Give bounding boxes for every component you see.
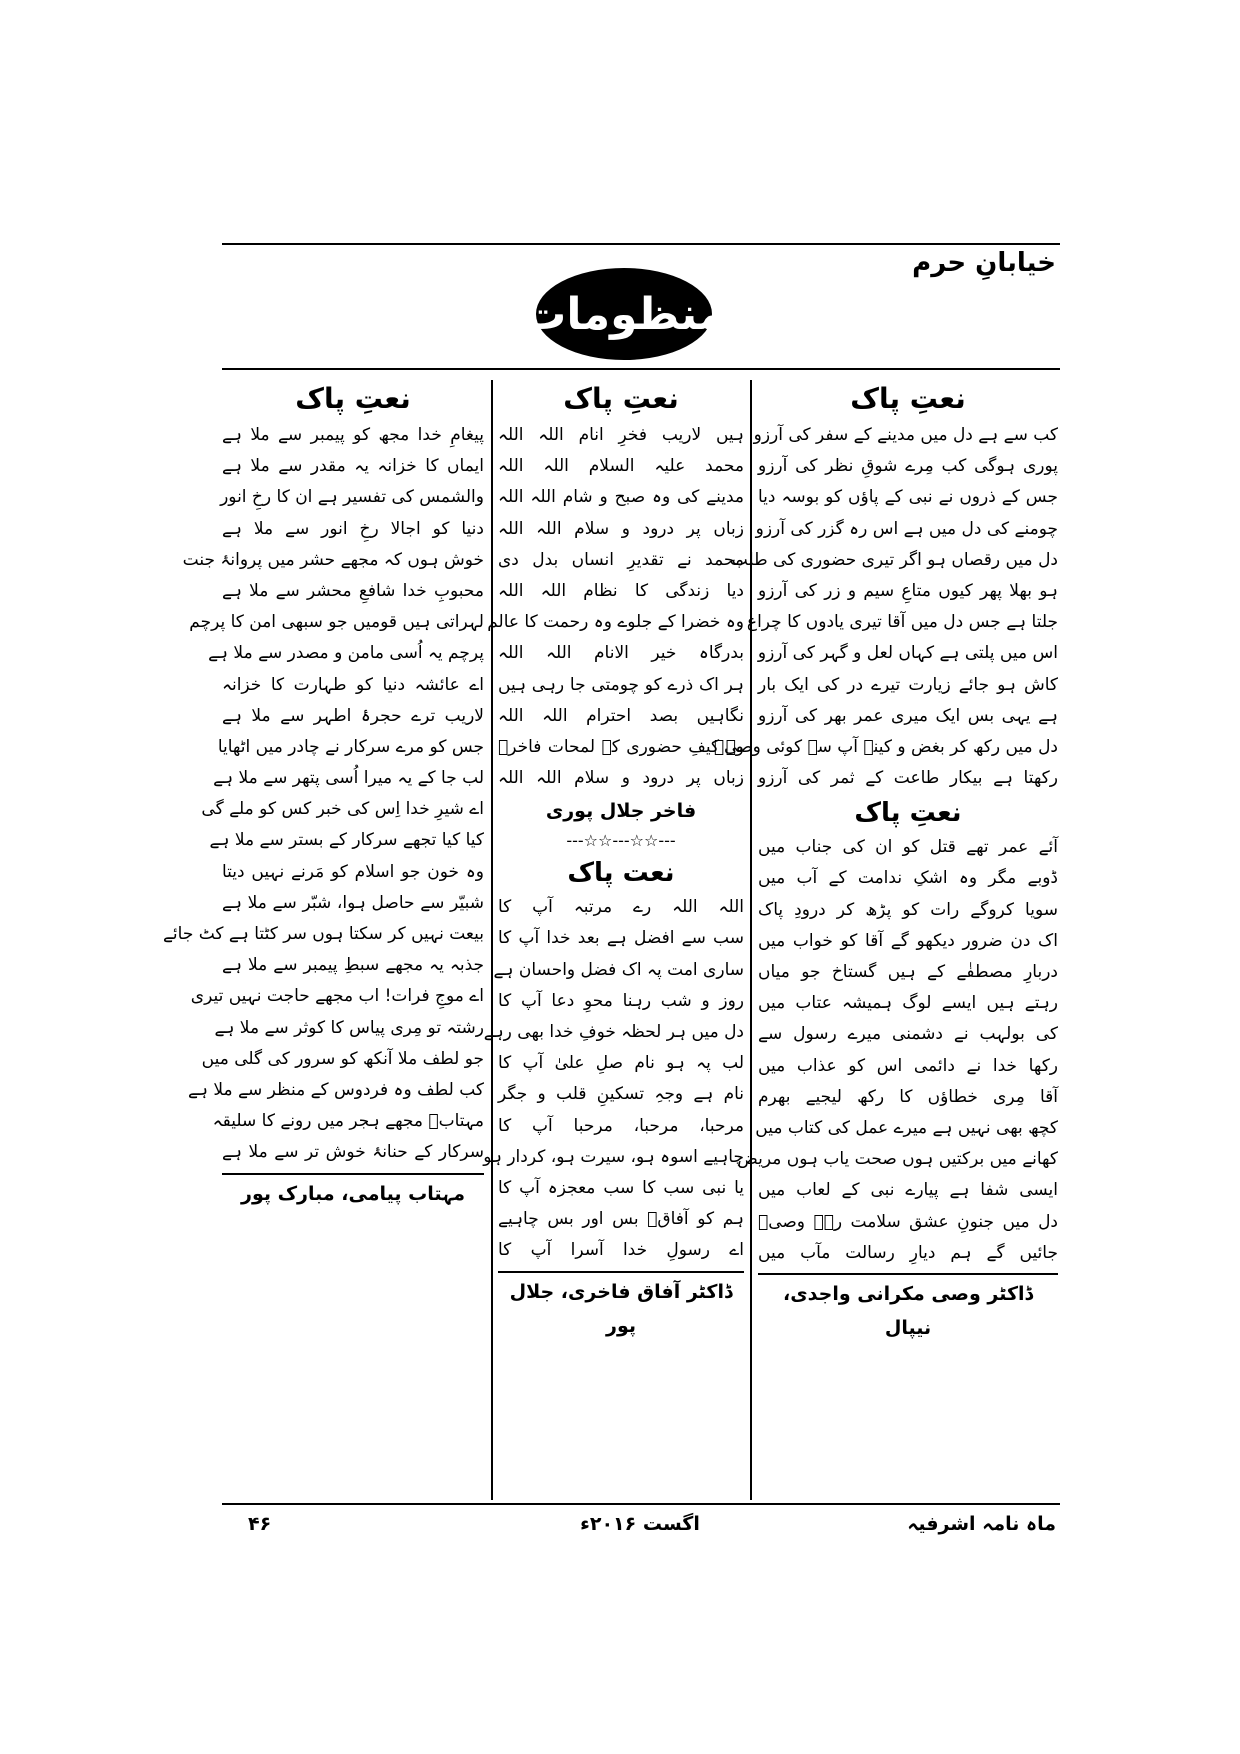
verse-line: کچھ بھی نہیں ہے میرے عمل کی کتاب میں xyxy=(755,1117,1058,1138)
poem-column-left xyxy=(162,378,484,1211)
verse-line: مہتابؔ مجھے ہجر میں رونے کا سلیقہ xyxy=(212,1111,484,1132)
verse-line: محمد علیہ السلام اللہ اللہ xyxy=(498,456,744,477)
verse-line: وہ خضرا کے جلوے وہ رحمت کا عالم xyxy=(487,612,744,633)
verse-line: ہم کو آفاقؔ بس اور بس چاہیے xyxy=(498,1209,744,1230)
footer-rule xyxy=(222,1503,1060,1505)
verse-line: کاش ہو جائے زیارت تیرے در کی ایک بار xyxy=(758,674,1058,695)
verse-line: اے موجِ فرات! اب مجھے حاجت نہیں تیری xyxy=(190,986,484,1007)
verse-line: جذبہ یہ مجھے سبطِ پیمبر سے ملا ہے xyxy=(222,955,484,976)
poem-verses xyxy=(713,420,1058,794)
verse-line: لہراتی ہیں قومیں جو سبھی امن کا پرچم xyxy=(189,612,484,633)
verse-line: چاہیے اسوہ ہو، سیرت ہو، کردار ہو xyxy=(483,1146,744,1167)
verse-line: خوش ہوں کہ مجھے حشر میں پروانۂ جنت xyxy=(182,549,484,570)
verse-line: محمد نے تقدیرِ انساں بدل دی xyxy=(498,549,744,570)
poem-title: نعتِ پاک xyxy=(563,382,679,415)
verse-line: سرکار کے حنانۂ خوش تر سے ملا ہے xyxy=(222,1142,484,1163)
verse-line: دل میں جنونِ عشق سلامت رہے وصیؔ xyxy=(758,1211,1058,1232)
page-number: ۴۶ xyxy=(248,1513,272,1535)
header-rule xyxy=(222,368,1060,370)
top-rule xyxy=(222,243,1060,245)
verse-line: والشمس کی تفسیر ہے ان کا رخِ انور xyxy=(220,487,484,508)
verse-line: جائیں گے ہم دیارِ رسالت مآب میں xyxy=(758,1242,1058,1263)
verse-line: مدینے کی وہ صبح و شام اللہ اللہ xyxy=(498,487,744,508)
verse-line: اک دن ضرور دیکھو گے آقا کو خواب میں xyxy=(758,930,1058,951)
verse-line: جس کے ذروں نے نبی کے پاؤں کو بوسہ دیا xyxy=(758,487,1058,508)
verse-line: کیا کیا تجھے سرکار کے بستر سے ملا ہے xyxy=(209,830,484,851)
poem-verses-second xyxy=(737,832,1058,1269)
verse-line: جو لطف ملا آنکھ کو سرور کی گلی میں xyxy=(201,1048,484,1069)
poet-signature: فاخر جلال پوری xyxy=(545,800,697,823)
verse-line: پوری ہوگی کب مِرے شوقِ نظر کی آرزو xyxy=(758,456,1058,477)
poem-verses-second xyxy=(483,892,744,1266)
poem-title: نعتِ پاک xyxy=(295,382,411,415)
verse-line: آئے عمر تھے قتل کو ان کی جناب میں xyxy=(758,837,1058,858)
poet-signature: مہتاب پیامی، مبارک پور xyxy=(222,1173,484,1211)
section-badge xyxy=(522,268,726,360)
verse-line: جلتا ہے جس دل میں آقا تیری یادوں کا چراغ xyxy=(746,612,1058,633)
poem-verses xyxy=(162,420,484,1169)
section-badge-label: منظومات xyxy=(522,288,726,340)
star-separator: ---☆☆---☆☆--- xyxy=(566,831,676,851)
verse-line: سب سے افضل ہے بعد خدا آپ کا xyxy=(498,928,744,949)
verse-line: زباں پر درود و سلام اللہ اللہ xyxy=(498,768,744,789)
verse-line: رکھتا ہے بیکار طاعت کے ثمر کی آرزو xyxy=(758,768,1058,789)
poem-column-middle xyxy=(483,378,744,1343)
verse-line: دربارِ مصطفٰے کے ہیں گستاخ جو میاں xyxy=(758,962,1058,982)
verse-line: ہے یہی بس ایک میری عمر بھر کی آرزو xyxy=(758,705,1058,726)
verse-line: نگاہیں بصد احترام اللہ اللہ xyxy=(498,705,744,726)
verse-line: رشتہ تو مِری پیاس کا کوثر سے ملا ہے xyxy=(214,1017,484,1038)
verse-line: وہ خون جو اسلام کو مَرنے نہیں دیتا xyxy=(222,861,484,882)
verse-line: ایسی شفا ہے پیارے نبی کے لعاب میں xyxy=(758,1180,1058,1201)
verse-line: جس کو مرے سرکار نے چادر میں اٹھایا xyxy=(217,736,484,757)
verse-line: دیا زندگی کا نظام اللہ اللہ xyxy=(498,580,744,601)
verse-line: رہتے ہیں ایسے لوگ ہمیشہ عتاب میں xyxy=(758,993,1058,1014)
verse-line: ہیں لاریب فخرِ انام اللہ اللہ xyxy=(498,425,744,445)
verse-line: بدرگاہ خیر الانام اللہ اللہ xyxy=(498,643,744,664)
verse-line: رکھا خدا نے دائمی اس کو عذاب میں xyxy=(758,1055,1058,1076)
poem-column-right xyxy=(713,378,1058,1345)
verse-line: اے رسولِ خدا آسرا آپ کا xyxy=(498,1240,744,1261)
verse-line: کھانے میں برکتیں ہوں صحت یاب ہوں مریض xyxy=(737,1149,1058,1170)
verse-line: پرچم یہ اُسی مامن و مصدر سے ملا ہے xyxy=(208,643,484,664)
verse-line: لب جا کے یہ میرا اُسی پتھر سے ملا ہے xyxy=(213,768,484,789)
verse-line: بیعت نہیں کر سکتا ہوں سر کٹتا ہے کٹ جائے xyxy=(162,924,484,944)
verse-line: سویا کروگے رات کو پڑھ کر درودِ پاک xyxy=(758,899,1058,920)
verse-line: محبوبِ خدا شافعِ محشر سے ملا ہے xyxy=(222,580,484,601)
poem-title-second: نعت پاک xyxy=(567,858,675,889)
verse-line: لب پہ ہو نام صلِ علیٰ آپ کا xyxy=(498,1053,744,1074)
verse-line: پیغامِ خدا مجھ کو پیمبر سے ملا ہے xyxy=(222,425,484,445)
column-divider-left xyxy=(491,380,493,1500)
verse-line: دل میں رکھ کر بغض و کینہ آپ سے کوئی وصیؔ xyxy=(713,736,1058,757)
verse-line: ہو بھلا پھر کیوں متاعِ سیم و زر کی آرزو xyxy=(758,580,1058,601)
verse-line: کب سے ہے دل میں مدینے کے سفر کی آرزو xyxy=(753,425,1058,445)
verse-line: لاریب ترے حجرۂ اطہر سے ملا ہے xyxy=(222,705,484,726)
verse-line: اللہ اللہ رے مرتبہ آپ کا xyxy=(498,897,744,918)
issue-date: اگست ۲۰۱۶ء xyxy=(580,1513,700,1535)
poem-title-second: نعتِ پاک xyxy=(854,798,962,829)
verse-line: دل میں ہر لحظہ خوفِ خدا بھی رہے xyxy=(483,1022,744,1042)
verse-line: ہر اک ذرے کو چومتی جا رہی ہیں xyxy=(498,674,744,695)
poet-signature: ڈاکٹر وصی مکرانی واجدی، نیپال xyxy=(758,1273,1058,1345)
poem-verses xyxy=(487,420,744,794)
verse-line: دل میں رقصاں ہو اگر تیری حضوری کی طلب xyxy=(731,549,1058,570)
verse-line: دنیا کو اجالا رخِ انور سے ملا ہے xyxy=(222,518,484,539)
verse-line: اے عائشہ دنیا کو طہارت کا خزانہ xyxy=(222,674,484,695)
verse-line: یا نبی سب کا سب معجزہ آپ کا xyxy=(498,1177,744,1198)
section-title: خیابانِ حرم xyxy=(912,248,1056,278)
verse-line: چومنے کی دل میں ہے اس رہ گزر کی آرزو xyxy=(755,518,1058,539)
verse-line: شبیّر سے حاصل ہوا، شبّر سے ملا ہے xyxy=(222,892,484,913)
magazine-name: ماہ نامہ اشرفیہ xyxy=(907,1513,1056,1535)
verse-line: ساری امت پہ اک فضل واحسان ہے xyxy=(493,959,744,980)
verse-line: زباں پر درود و سلام اللہ اللہ xyxy=(498,518,744,539)
verse-line: وہ کیفِ حضوری کے لمحات فاخرؔ xyxy=(498,736,744,757)
verse-line: ڈوبے مگر وہ اشکِ ندامت کے آب میں xyxy=(758,868,1058,889)
verse-line: ایماں کا خزانہ یہ مقدر سے ملا ہے xyxy=(222,456,484,477)
verse-line: اے شیرِ خدا اِس کی خبر کس کو ملے گی xyxy=(201,799,484,820)
verse-line: روز و شب رہنا محوِ دعا آپ کا xyxy=(498,990,744,1011)
verse-line: آقا مِری خطاؤں کا رکھ لیجیے بھرم xyxy=(758,1086,1058,1107)
verse-line: نام ہے وجہِ تسکینِ قلب و جگر xyxy=(498,1084,744,1105)
verse-line: مرحبا، مرحبا، مرحبا آپ کا xyxy=(498,1115,744,1136)
verse-line: کب لطف وہ فردوس کے منظر سے ملا ہے xyxy=(188,1079,484,1100)
verse-line: کی بولہب نے دشمنی میرے رسول سے xyxy=(758,1024,1058,1045)
poet-signature-second: ڈاکٹر آفاق فاخری، جلال پور xyxy=(498,1271,744,1343)
verse-line: اس میں پلتی ہے کہاں لعل و گہر کی آرزو xyxy=(757,643,1058,664)
poem-title: نعتِ پاک xyxy=(850,382,966,415)
